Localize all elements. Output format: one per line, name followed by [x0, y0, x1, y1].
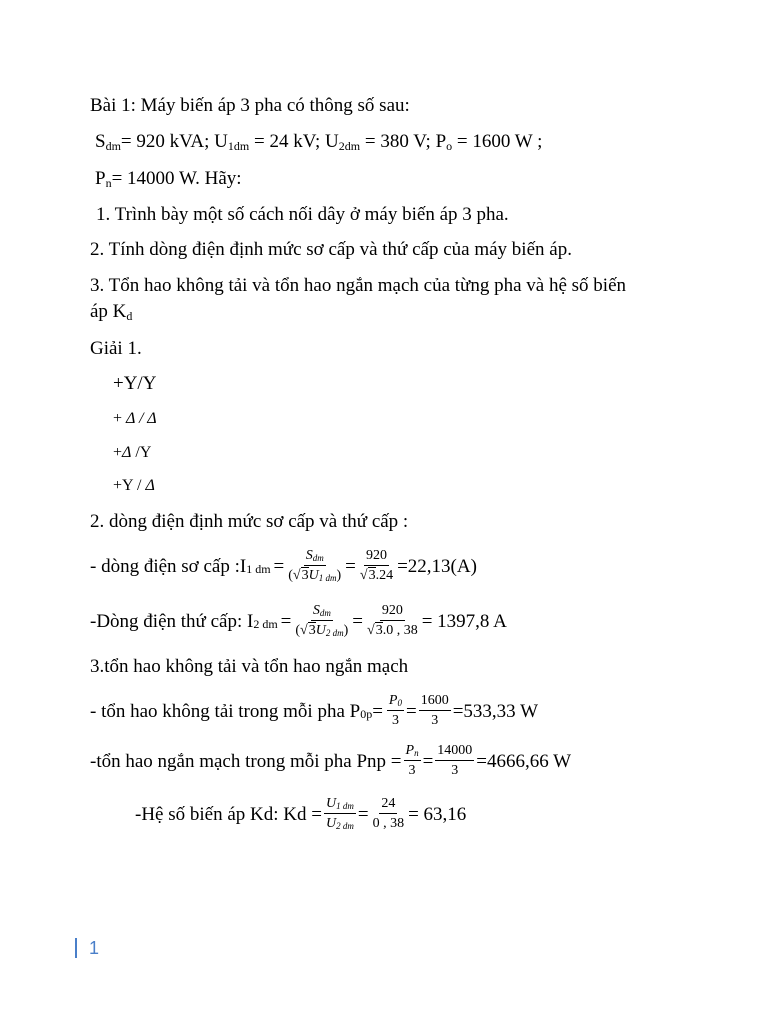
noload-fraction-symbolic: $\frac{P0}{3}$ — [388, 692, 402, 728]
primary-fraction-numeric: $\frac{920}{√3.24}$ — [359, 547, 394, 583]
equals: = — [280, 610, 292, 632]
equals: = — [405, 700, 417, 722]
secondary-current-label: -Dòng điện thứ cấp: I — [90, 610, 254, 632]
question-2: 2. Tính dòng điện định mức sơ cấp và thứ cấp của máy biến áp. — [90, 239, 572, 260]
shortcircuit-label: -tổn hao ngắn mạch trong mỗi pha Pnp = — [90, 750, 402, 772]
pn-label: P — [95, 168, 106, 189]
secondary-fraction-numeric: $\frac{920}{√3.0 , 38}$ — [367, 602, 418, 638]
shortcircuit-result: =4666,66 W — [476, 750, 572, 772]
shortcircuit-fraction-symbolic: $\frac{Pn}{3}$ — [405, 742, 419, 778]
solution-heading: Giải 1. — [90, 338, 142, 359]
connection-delta-delta — [113, 411, 157, 427]
ratio-formula — [135, 792, 466, 836]
shortcircuit-fraction-numeric: $\frac{14000}{3}$ — [437, 742, 473, 778]
connection-y-delta — [113, 478, 155, 494]
secondary-current-formula — [90, 599, 507, 643]
equals: = — [357, 803, 369, 825]
u1-value: = 24 kV; U — [249, 131, 339, 152]
y-symbol: +Y / — [113, 477, 146, 494]
u2-value: = 380 V; P — [360, 131, 447, 152]
po-value: = 1600 W ; — [452, 131, 543, 152]
po-sub: o — [446, 139, 453, 153]
noload-label: - tổn hao không tải trong mỗi pha P — [90, 700, 361, 722]
primary-fraction-symbolic: $\frac{\text{Sdm}}{(√3U1 dm)}$ — [288, 547, 342, 583]
secondary-fraction-symbolic: $\frac{\text{Sdm}}{(√3U2 dm)}$ — [295, 602, 349, 638]
ratio-result: = 63,16 — [408, 803, 467, 825]
delta-symbol: Δ — [122, 444, 132, 461]
connection-yy: +Y/Y — [113, 373, 157, 394]
s-label: S — [95, 131, 106, 152]
pn-sub: n — [105, 176, 112, 190]
section-3-heading: 3.tổn hao không tải và tổn hao ngắn mạch — [90, 656, 409, 677]
section-2-heading: 2. dòng điện định mức sơ cấp và thứ cấp : — [90, 511, 409, 532]
noload-result: =533,33 W — [452, 700, 539, 722]
delta-symbol: Δ — [145, 477, 155, 494]
connection-delta-y — [113, 445, 151, 461]
given-parameters-line2 — [95, 169, 242, 189]
s-value: = 920 kVA; U — [120, 131, 228, 152]
connection-plus: + — [113, 444, 123, 461]
primary-current-formula — [90, 544, 477, 588]
shortcircuit-loss-formula — [90, 739, 571, 783]
y-symbol: /Y — [131, 444, 152, 461]
primary-current-sub: 1 dm — [246, 562, 271, 576]
primary-current-label: - dòng điện sơ cấp :I — [90, 555, 247, 577]
ratio-fraction-numeric: $\frac{24}{0 , 38}$ — [372, 795, 405, 831]
ratio-fraction-symbolic: $\frac{U1 dm}{U2 dm}$ — [325, 795, 354, 831]
page-number: 1 — [75, 938, 99, 958]
secondary-current-sub: 2 dm — [253, 617, 278, 631]
primary-current-result: =22,13(A) — [397, 555, 477, 577]
secondary-current-result: = 1397,8 A — [421, 610, 507, 632]
problem-title: Bài 1: Máy biến áp 3 pha có thông số sau: — [90, 95, 410, 116]
pn-value: = 14000 W. Hãy: — [111, 168, 242, 189]
given-parameters-line1 — [95, 132, 542, 152]
u2-sub: 2dm — [338, 139, 361, 153]
u1-sub: 1dm — [227, 139, 250, 153]
kd-sub: d — [126, 309, 133, 323]
equals: = — [372, 700, 383, 722]
s-sub: dm — [105, 139, 121, 153]
noload-fraction-numeric: $\frac{1600}{3}$ — [420, 692, 449, 728]
equals: = — [422, 750, 434, 772]
equals: = — [345, 555, 356, 577]
question-3-line2 — [90, 302, 132, 322]
ratio-label: -Hệ số biến áp Kd: Kd = — [135, 803, 322, 825]
equals: = — [273, 555, 285, 577]
connection-plus: + — [113, 410, 127, 427]
equals: = — [352, 610, 363, 632]
question-3-line1: 3. Tổn hao không tải và tổn hao ngắn mạch của từng pha và hệ số biến — [90, 275, 627, 296]
noload-sub: 0p — [360, 707, 373, 721]
question-1: 1. Trình bày một số cách nối dây ở máy biến áp 3 pha. — [96, 204, 509, 225]
noload-loss-formula — [90, 689, 538, 733]
question-3-text: áp K — [90, 301, 127, 322]
delta-delta-symbol: Δ / Δ — [126, 410, 157, 427]
